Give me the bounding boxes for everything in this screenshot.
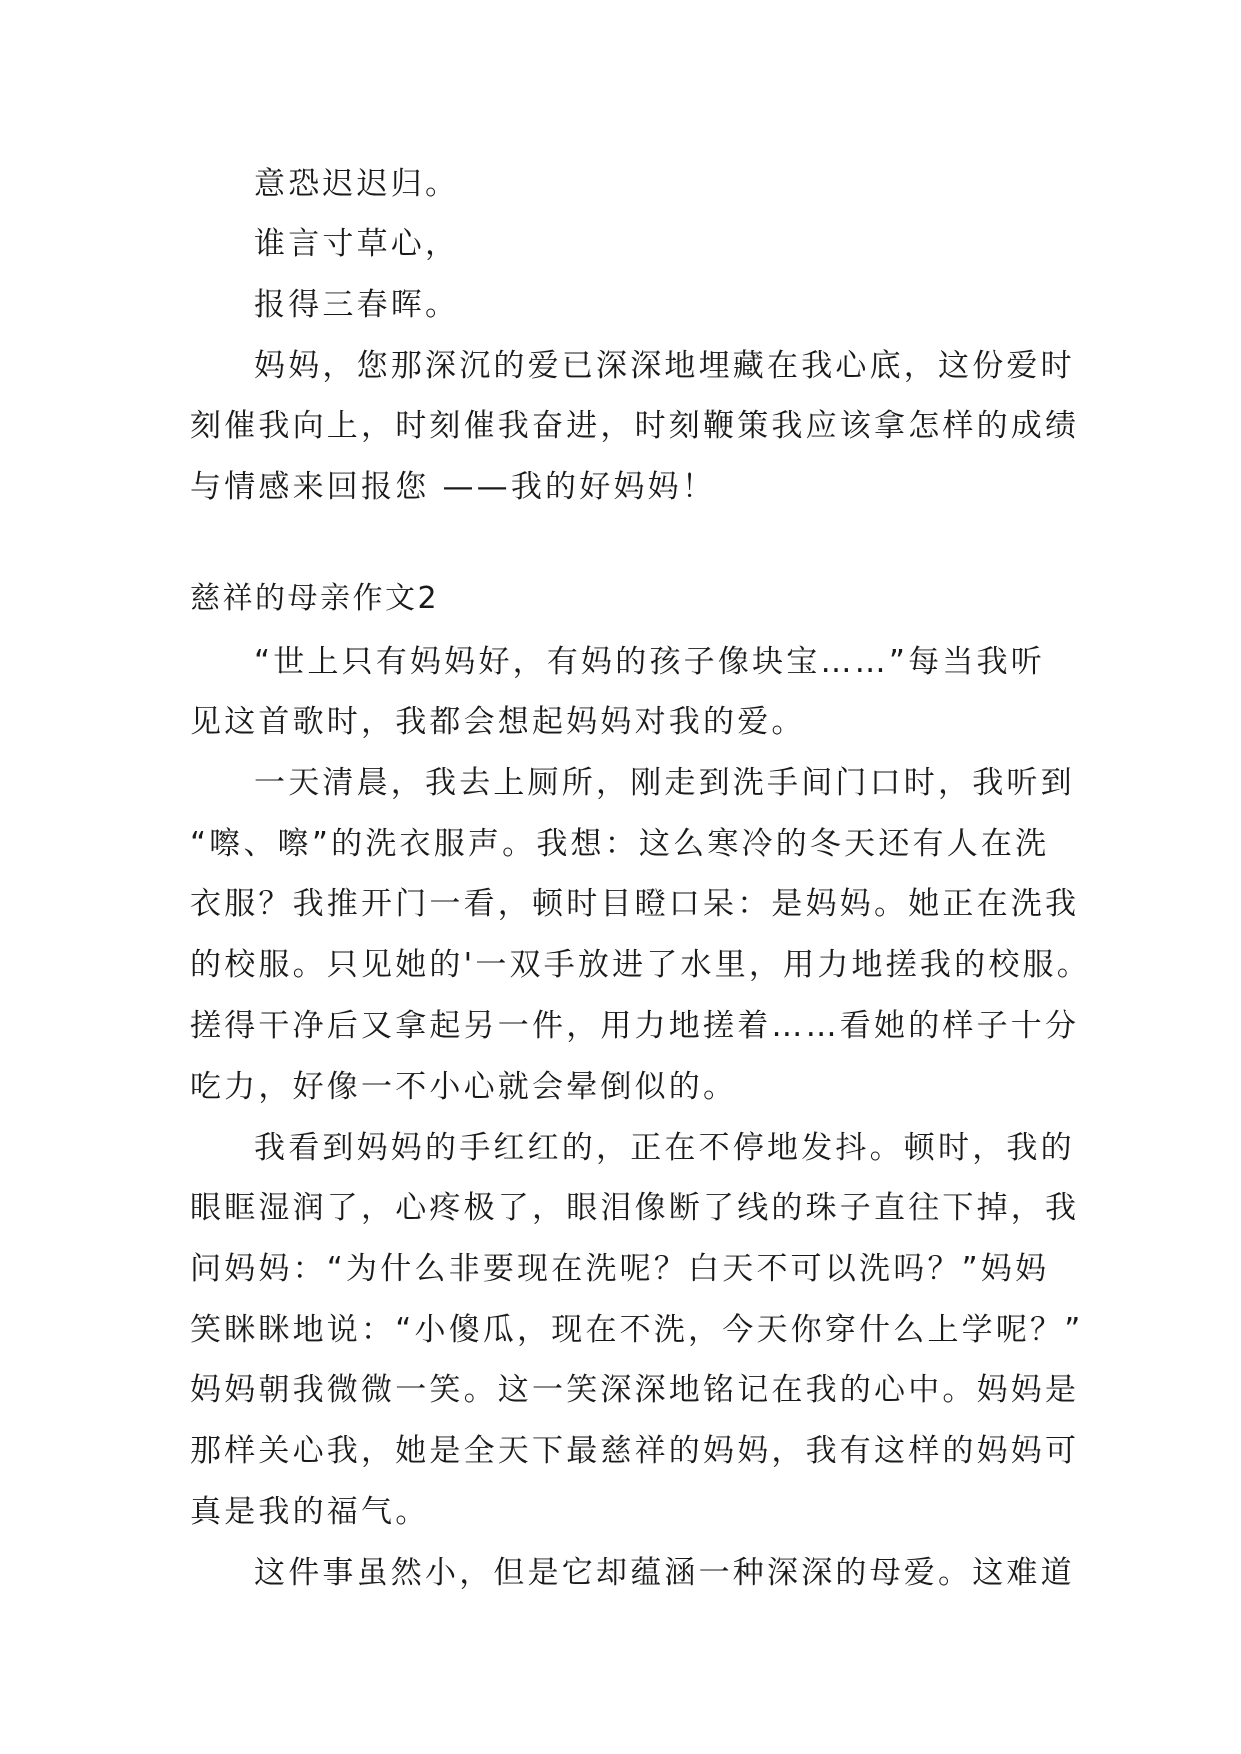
- section-title: 慈祥的母亲作文2: [190, 581, 440, 616]
- paragraph-line: 那样关心我，她是全天下最慈祥的妈妈，我有这样的妈妈可: [190, 1433, 1080, 1469]
- paragraph-line: 笑眯眯地说：“小傻瓜，现在不洗，今天你穿什么上学呢？”: [190, 1312, 1084, 1348]
- paragraph-line: 衣服？我推开门一看，顿时目瞪口呆：是妈妈。她正在洗我: [190, 886, 1080, 922]
- poem-line: 谁言寸草心，: [254, 226, 460, 262]
- paragraph-line: 的校服。只见她的'一双手放进了水里，用力地搓我的校服。: [190, 947, 1091, 983]
- paragraph-line: “世上只有妈妈好，有妈的孩子像块宝……”每当我听: [254, 644, 1045, 680]
- paragraph-line: 一天清晨，我去上厕所，刚走到洗手间门口时，我听到: [254, 765, 1075, 801]
- poem-line: 报得三春晖。: [254, 287, 460, 323]
- paragraph-line: 真是我的福气。: [190, 1494, 430, 1530]
- paragraph-line: 妈妈，您那深沉的爱已深深地埋藏在我心底，这份爱时: [254, 348, 1075, 384]
- paragraph-line: 与情感来回报您 ——我的好妈妈！: [190, 469, 717, 505]
- paragraph-line: 见这首歌时，我都会想起妈妈对我的爱。: [190, 704, 806, 740]
- paragraph-line: “嚓、嚓”的洗衣服声。我想：这么寒冷的冬天还有人在洗: [190, 826, 1050, 862]
- paragraph-line: 妈妈朝我微微一笑。这一笑深深地铭记在我的心中。妈妈是: [190, 1372, 1080, 1408]
- paragraph-line: 眼眶湿润了，心疼极了，眼泪像断了线的珠子直往下掉，我: [190, 1190, 1080, 1226]
- poem-line: 意恐迟迟归。: [254, 166, 460, 202]
- paragraph-line: 吃力，好像一不小心就会晕倒似的。: [190, 1069, 738, 1105]
- paragraph-line: 刻催我向上，时刻催我奋进，时刻鞭策我应该拿怎样的成绩: [190, 408, 1080, 444]
- paragraph-line: 搓得干净后又拿起另一件，用力地搓着……看她的样子十分: [190, 1008, 1080, 1044]
- paragraph-line: 这件事虽然小，但是它却蕴涵一种深深的母爱。这难道: [254, 1555, 1075, 1591]
- paragraph-line: 我看到妈妈的手红红的，正在不停地发抖。顿时，我的: [254, 1130, 1075, 1166]
- paragraph-line: 问妈妈：“为什么非要现在洗呢？白天不可以洗吗？”妈妈: [190, 1251, 1050, 1287]
